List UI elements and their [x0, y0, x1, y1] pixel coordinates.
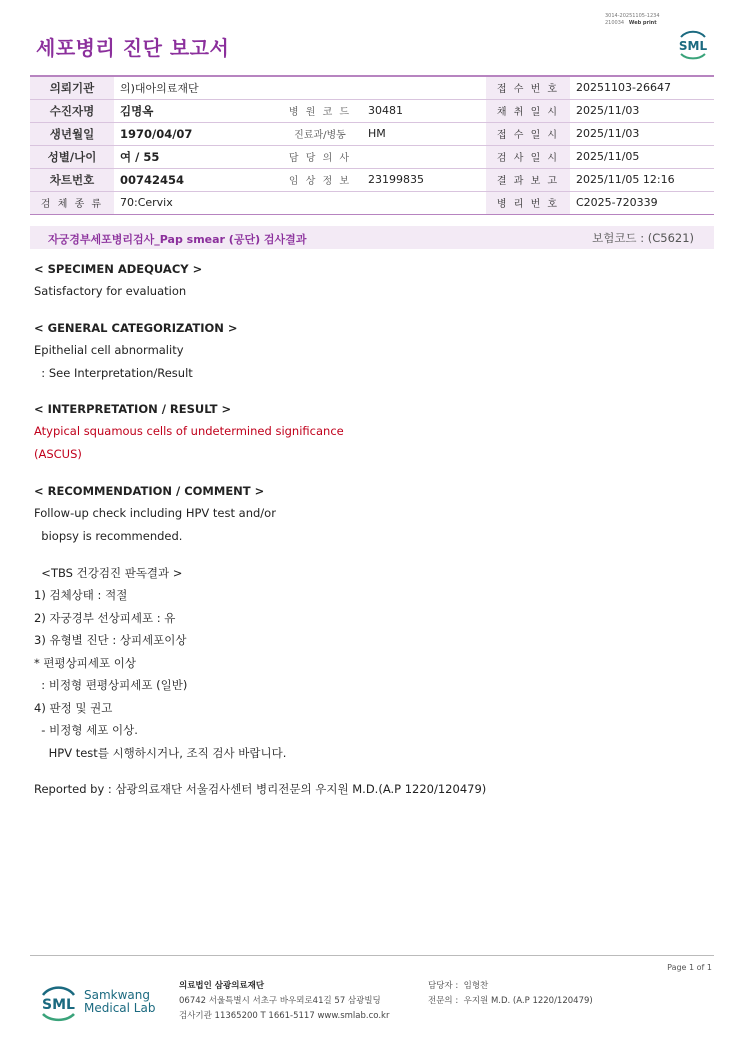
- footer-staff-info: [428, 979, 593, 1009]
- staff-label: 담당자 :: [428, 981, 459, 991]
- clinical-label: 임 상 정 보: [278, 168, 362, 191]
- print-time: 210034: [605, 20, 625, 26]
- info-row: [30, 76, 714, 99]
- dob-value: 1970/04/07: [114, 122, 278, 145]
- print-code: 3014-20251105-1234: [605, 13, 660, 19]
- specimen-value: 70:Cervix: [114, 191, 486, 214]
- footer-org-info: [179, 979, 389, 1024]
- logo-text: SML: [678, 39, 708, 53]
- collect-value: 2025/11/03: [570, 99, 714, 122]
- accession-label: 접 수 번 호: [486, 76, 570, 99]
- collect-label: 채 취 일 시: [486, 99, 570, 122]
- pathology-value: C2025-720339: [570, 191, 714, 214]
- accession-value: 20251103-26647: [570, 76, 714, 99]
- recommendation-line: Follow-up check including HPV test and/or: [34, 506, 276, 520]
- sex-age-value: 여 / 55: [114, 145, 278, 168]
- dept-value: HM: [362, 122, 486, 145]
- chart-label: 차트번호: [30, 168, 114, 191]
- interpretation-result: Atypical squamous cells of undetermined significance: [34, 424, 344, 438]
- info-row: [30, 145, 714, 168]
- recommendation-heading: < RECOMMENDATION / COMMENT >: [34, 484, 265, 498]
- staff-name: 임형찬: [463, 981, 489, 991]
- dob-label: 생년월일: [30, 122, 114, 145]
- tbs-line: 1) 검체상태 : 적절: [34, 588, 128, 602]
- doctor-label: 담 당 의 사: [278, 145, 362, 168]
- sml-logo-icon: [36, 980, 81, 1025]
- doctor-value: [362, 145, 486, 168]
- footer-divider: [30, 955, 714, 956]
- logo-text: SML: [42, 997, 75, 1013]
- tbs-line: 4) 판정 및 권고: [34, 701, 113, 715]
- receipt-label: 접 수 일 시: [486, 122, 570, 145]
- clinical-value: 23199835: [362, 168, 486, 191]
- page-number: Page 1 of 1: [667, 963, 712, 972]
- recommendation-line: biopsy is recommended.: [34, 529, 183, 543]
- sml-logo-icon: [674, 26, 712, 62]
- tbs-line: HPV test를 시행하시거나, 조직 검사 바랍니다.: [34, 746, 287, 760]
- requester-value: 의)대아의료재단: [114, 76, 486, 99]
- pathology-label: 병 리 번 호: [486, 191, 570, 214]
- info-row: [30, 191, 714, 214]
- receipt-value: 2025/11/03: [570, 122, 714, 145]
- patient-info-table: [30, 75, 714, 215]
- test-name-bar: [30, 226, 714, 249]
- print-label: Web print: [628, 20, 657, 26]
- patient-value: 김명옥: [114, 99, 278, 122]
- tbs-heading: <TBS 건강검진 판독결과 >: [34, 566, 183, 580]
- category-line: Epithelial cell abnormality: [34, 343, 184, 357]
- sex-age-label: 성별/나이: [30, 145, 114, 168]
- tbs-line: : 비정형 편평상피세포 (일반): [34, 678, 188, 692]
- tbs-line: 3) 유형별 진단 : 상피세포이상: [34, 633, 187, 647]
- dept-label: 진료과/병동: [278, 122, 362, 145]
- reported-by: Reported by : 삼광의료재단 서울검사센터 병리전문의 우지원 M.D.(A.P 1220/120479): [34, 782, 487, 796]
- org-address: 06742 서울특별시 서초구 바우뫼로41길 57 삼광빌딩: [179, 996, 381, 1006]
- interpretation-result: (ASCUS): [34, 447, 82, 461]
- tbs-line: * 편평상피세포 이상: [34, 656, 136, 670]
- brand-name: Samkwang Medical Lab: [84, 988, 156, 1015]
- info-row: [30, 168, 714, 191]
- result-value: 2025/11/05 12:16: [570, 168, 714, 191]
- info-row: [30, 99, 714, 122]
- info-row: [30, 122, 714, 145]
- specialist-label: 전문의 :: [428, 996, 459, 1006]
- requester-label: 의뢰기관: [30, 76, 114, 99]
- exam-value: 2025/11/05: [570, 145, 714, 168]
- category-line: : See Interpretation/Result: [34, 366, 193, 380]
- page-title: 세포병리 진단 보고서: [36, 36, 230, 60]
- specialist-name: 우지원 M.D. (A.P 1220/120479): [463, 996, 593, 1006]
- tbs-line: - 비정형 세포 이상.: [34, 723, 138, 737]
- category-heading: < GENERAL CATEGORIZATION >: [34, 321, 238, 335]
- adequacy-heading: < SPECIMEN ADEQUACY >: [34, 262, 203, 276]
- org-name: 의료법인 삼광의료재단: [179, 981, 265, 991]
- exam-label: 검 사 일 시: [486, 145, 570, 168]
- hospital-code-label: 병 원 코 드: [278, 99, 362, 122]
- org-contact: 검사기관 11365200 T 1661-5117 www.smlab.co.kr: [179, 1011, 390, 1021]
- chart-value: 00742454: [114, 168, 278, 191]
- patient-label: 수진자명: [30, 99, 114, 122]
- insurance-code: 보험코드 : (C5621): [592, 231, 694, 245]
- specimen-label: 검 체 종 류: [30, 191, 114, 214]
- print-info: [605, 13, 660, 27]
- test-name: 자궁경부세포병리검사_Pap smear (공단) 검사결과: [48, 233, 307, 246]
- interpretation-heading: < INTERPRETATION / RESULT >: [34, 402, 232, 416]
- result-label: 결 과 보 고: [486, 168, 570, 191]
- hospital-code-value: 30481: [362, 99, 486, 122]
- adequacy-text: Satisfactory for evaluation: [34, 284, 187, 298]
- tbs-line: 2) 자궁경부 선상피세포 : 유: [34, 611, 176, 625]
